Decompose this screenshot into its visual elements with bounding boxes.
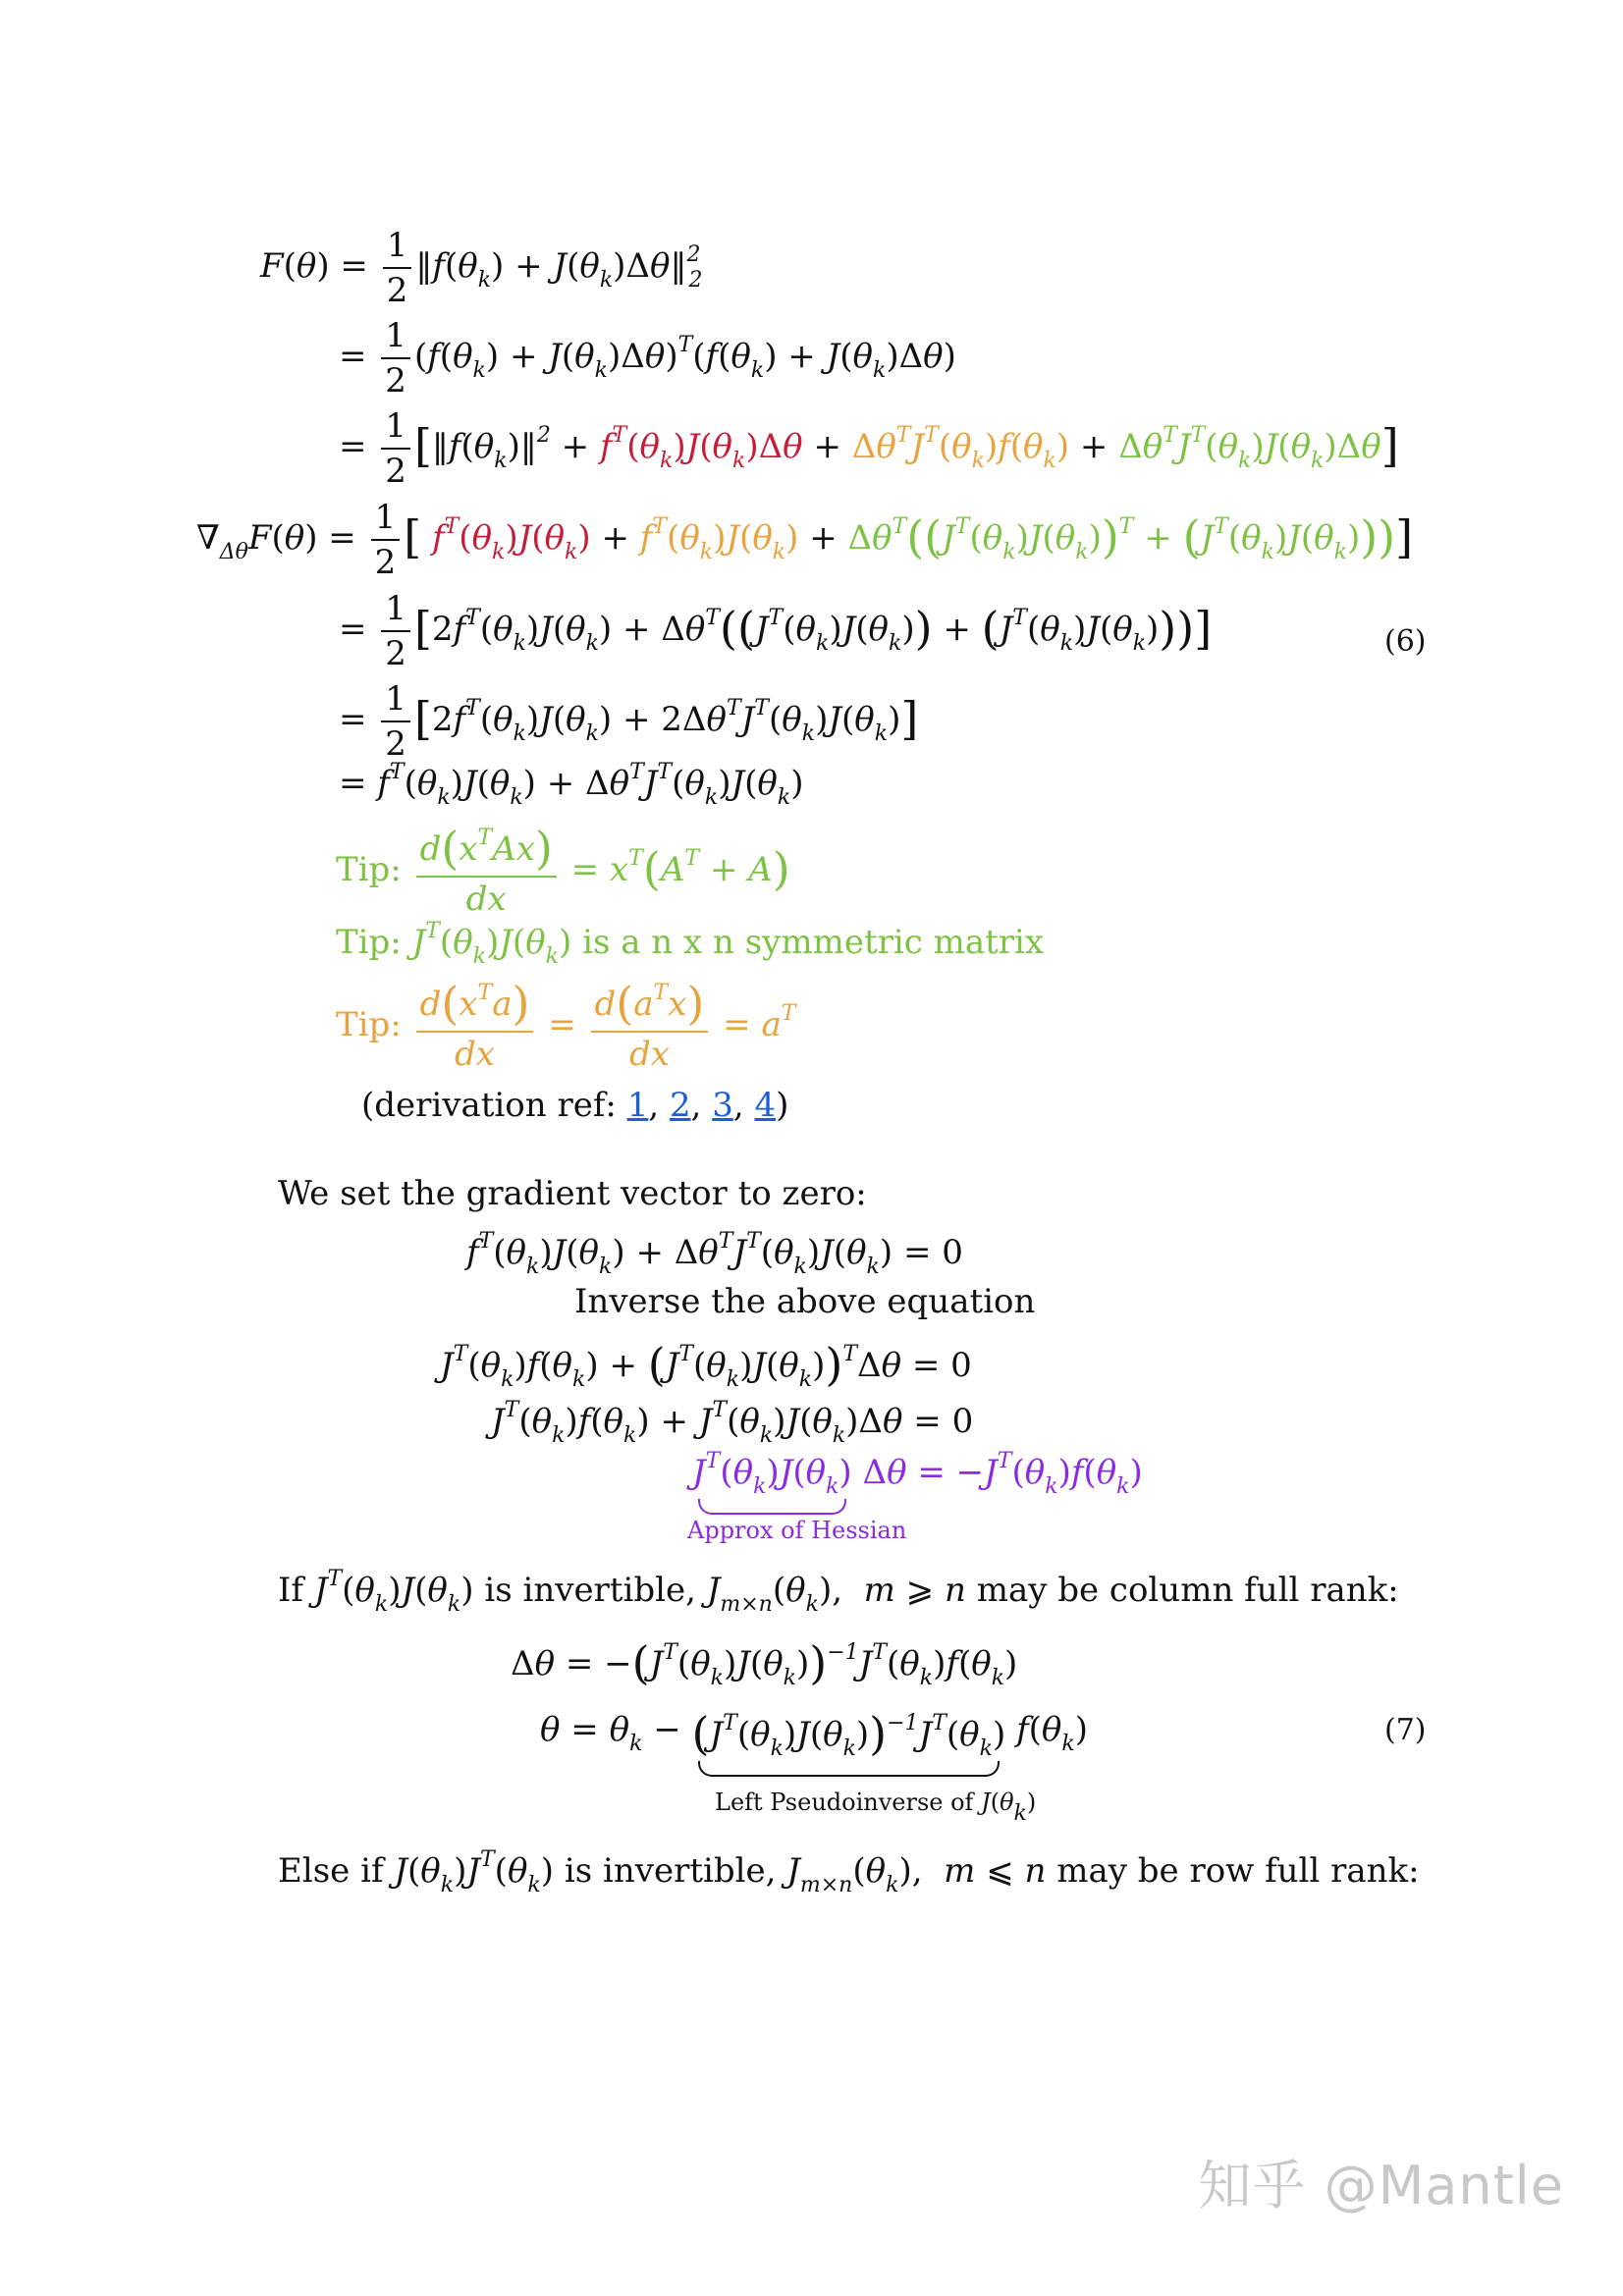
hessian-label: Approx of Hessian <box>687 1517 907 1544</box>
tip-3-label: Tip: <box>336 1005 402 1044</box>
paragraph-gradient-zero: We set the gradient vector to zero: <box>278 1174 867 1213</box>
pseudoinverse-label: Left Pseudoinverse of J(θk) <box>715 1789 1037 1826</box>
if-prefix: If <box>278 1571 304 1610</box>
tip-2-text: is a n x n symmetric matrix <box>582 923 1045 962</box>
equation-number-6: (6) <box>1384 624 1427 659</box>
eq-hessian: $J^T(\theta_k)J(\theta_k)$ $\Delta\theta = -J^T(\theta_k)f(\theta_k)$ <box>692 1453 1143 1515</box>
eq6-line4-gradient: $\nabla_{\Delta\theta}F(\theta)$ = $\frac{1}{2}$ [ $f^T(\theta_k)J(\theta_k) + f^T(\theta_k)J(\theta_k) + \Delta\theta^T((J^T(\theta_k)J(\theta_k))^T + (J^T(\theta_k)J(\theta_k)))$] <box>196 498 1414 582</box>
eq6-line5: = $\frac{1}{2}$ $[2f^T(\theta_k)J(\theta_k) + \Delta\theta^T((J^T(\theta_k)J(\theta_k)) + (J^T(\theta_k)J(\theta_k)))]$ <box>339 589 1213 673</box>
eq6-line6: = $\frac{1}{2}$ $[2f^T(\theta_k)J(\theta_k) + 2\Delta\theta^TJ^T(\theta_k)J(\theta_k)]$ <box>339 679 919 764</box>
else-prefix: Else if <box>278 1851 384 1891</box>
derivation-ref-link-1[interactable]: 1 <box>626 1086 649 1125</box>
eq-theta-update: $\theta = \theta_k - (J^T(\theta_k)J(\theta_k))^{-1}J^T(\theta_k)$ $f(\theta_k)$ <box>540 1710 1088 1777</box>
if-mid: is invertible, <box>484 1571 696 1610</box>
eq6-line2: = $\frac{1}{2}$ $(f(\theta_k) + J(\theta_k)\Delta\theta)^T(f(\theta_k) + J(\theta_k)\Delta\theta)$ <box>339 316 956 400</box>
if-suffix: may be column full rank: <box>976 1571 1399 1610</box>
else-suffix: may be row full rank: <box>1056 1851 1420 1891</box>
eq-normal: $J^T(\theta_k)f(\theta_k) + J^T(\theta_k)J(\theta_k)\Delta\theta = 0$ <box>491 1398 974 1448</box>
eq6-line3: = $\frac{1}{2}$ $[‖f(\theta_k)‖^2 + f^T(\theta_k)J(\theta_k)\Delta\theta + \Delta\theta^TJ^T(\theta_k)f(\theta_k) + \Delta\theta^TJ^T(\theta_k)J(\theta_k)\Delta\theta]$ <box>339 406 1399 491</box>
eq-transposed: $J^T(\theta_k)f(\theta_k) + (J^T(\theta_k)J(\theta_k))^T\Delta\theta = 0$ <box>440 1338 972 1392</box>
paragraph-column-full-rank: If $J^T(\theta_k)J(\theta_k)$ is invertible, $J_{m\times n}(\theta_k)$, m ⩾ n may be column full rank: <box>278 1567 1399 1617</box>
pseudoinverse-brace <box>698 1761 1001 1777</box>
watermark: 知乎 @Mantle <box>1198 2155 1564 2216</box>
inverse-equation-text: Inverse the above equation <box>574 1282 1036 1321</box>
hessian-brace <box>698 1499 846 1515</box>
eq6-line1: F(θ) = $\frac{1}{2}$ $‖f(\theta_k)$ + $J(\theta_k)\Delta\theta‖^2_2$ <box>260 226 703 310</box>
eq-delta-theta: $\Delta\theta = -(J^T(\theta_k)J(\theta_k))^{-1}J^T(\theta_k)f(\theta_k)$ <box>511 1636 1018 1690</box>
eq6-line7: = $f^T(\theta_k)J(\theta_k) + \Delta\theta^TJ^T(\theta_k)J(\theta_k)$ <box>339 760 804 810</box>
derivation-ref-suffix: ) <box>776 1086 789 1125</box>
paragraph-row-full-rank: Else if $J(\theta_k)J^T(\theta_k)$ is invertible, $J_{m\times n}(\theta_k)$, m ⩽ n may be row full rank: <box>278 1847 1420 1897</box>
tip-2-label: Tip: <box>336 923 402 962</box>
eq-gradient-zero: $f^T(\theta_k)J(\theta_k) + \Delta\theta^TJ^T(\theta_k)J(\theta_k) = 0$ <box>466 1229 963 1279</box>
pseudoinverse-label-text: Left Pseudoinverse of <box>715 1789 974 1816</box>
derivation-ref: (derivation ref: 1, 2, 3, 4) <box>361 1086 789 1125</box>
tip-2: Tip: $J^T(\theta_k)J(\theta_k)$ is a n x n symmetric matrix <box>336 919 1045 969</box>
derivation-ref-link-4[interactable]: 4 <box>754 1086 777 1125</box>
derivation-ref-link-2[interactable]: 2 <box>669 1086 691 1125</box>
equation-number-7: (7) <box>1384 1713 1427 1747</box>
tip-3: Tip: $\frac{d(x^Ta)}{dx}$ = $\frac{d(a^Tx)}{dx}$ = $a^T$ <box>336 977 796 1074</box>
tip-1-label: Tip: <box>336 850 402 889</box>
derivation-ref-prefix: (derivation ref: <box>361 1086 627 1125</box>
tip-1: Tip: $\frac{d(x^TAx)}{dx}$ = $x^T(A^T + A)$ <box>336 822 790 919</box>
else-mid: is invertible, <box>564 1851 777 1891</box>
derivation-ref-link-3[interactable]: 3 <box>712 1086 733 1125</box>
